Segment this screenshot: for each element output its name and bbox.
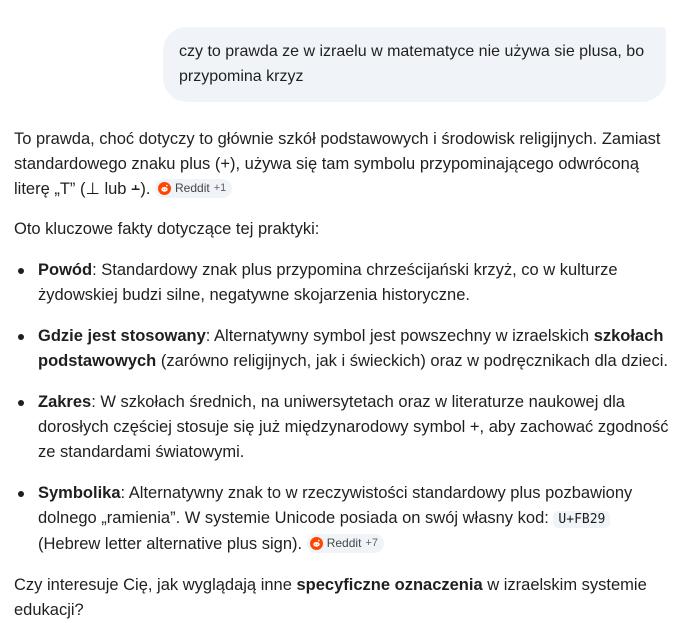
fact-text: (Hebrew letter alternative plus sign). — [38, 535, 303, 553]
fact-text: : Alternatywny symbol jest powszechny w izraelskich — [205, 327, 594, 345]
facts-lead: Oto kluczowe fakty dotyczące tej praktyki: — [14, 220, 320, 238]
list-item — [14, 258, 674, 308]
facts-list — [14, 258, 674, 557]
intro-text: To prawda, choć dotyczy to głównie szkół podstawowych i środowisk religijnych. Zamiast standardowego znaku plus (+), używa się tam symbolu przypominającego odwróconą literę „T” (⊥ lub ﬩). — [14, 130, 661, 198]
list-item — [14, 481, 674, 557]
closing-question — [14, 573, 674, 623]
unicode-code: U+FB29 — [553, 511, 610, 528]
fact-label: Gdzie jest stosowany — [38, 327, 206, 345]
fact-text: : W szkołach średnich, na uniwersytetach oraz w literaturze naukowej dla dorosłych częściej stosuje się już międzynarodowy symbol +, aby zachować zgodność ze standardami światowymi. — [38, 393, 669, 461]
user-message-bubble — [163, 27, 666, 102]
closing-text: Czy interesuje Cię, jak wyglądają inne — [14, 576, 297, 594]
reddit-icon — [158, 182, 171, 195]
fact-text: : Standardowy znak plus przypomina chrześcijański krzyż, co w kulturze żydowskiej budzi silne, negatywne skojarzenia historyczne. — [38, 261, 618, 304]
chip-count: +1 — [213, 182, 227, 194]
fact-text: (zarówno religijnych, jak i świeckich) oraz w podręcznikach dla dzieci. — [156, 352, 668, 370]
user-message-text: czy to prawda ze w izraelu w matematyce nie używa sie plusa, bo przypomina krzyz — [179, 43, 645, 85]
fact-label: Symbolika — [38, 484, 121, 502]
source-chip-reddit[interactable] — [155, 179, 232, 198]
chip-count: +7 — [365, 537, 378, 549]
fact-label: Zakres — [38, 393, 92, 411]
fact-label: Powód — [38, 261, 93, 279]
source-chip-reddit[interactable] — [307, 534, 384, 553]
chip-source-label: Reddit — [175, 181, 210, 195]
closing-emphasis: specyficzne oznaczenia — [296, 576, 483, 594]
list-item — [14, 324, 674, 374]
closing-text: w izraelskim systemie edukacji? — [14, 576, 647, 619]
list-item — [14, 390, 674, 465]
assistant-response — [14, 127, 674, 623]
response-intro — [14, 127, 674, 202]
reddit-icon — [310, 537, 323, 550]
chip-source-label: Reddit — [326, 536, 362, 550]
fact-text: : Alternatywny znak to w rzeczywistości standardowy plus pozbawiony dolnego „ramienia”. W systemie Unicode posiada on swój własny kod: — [38, 484, 633, 527]
fact-emphasis: szkołach podstawowych — [38, 327, 664, 370]
